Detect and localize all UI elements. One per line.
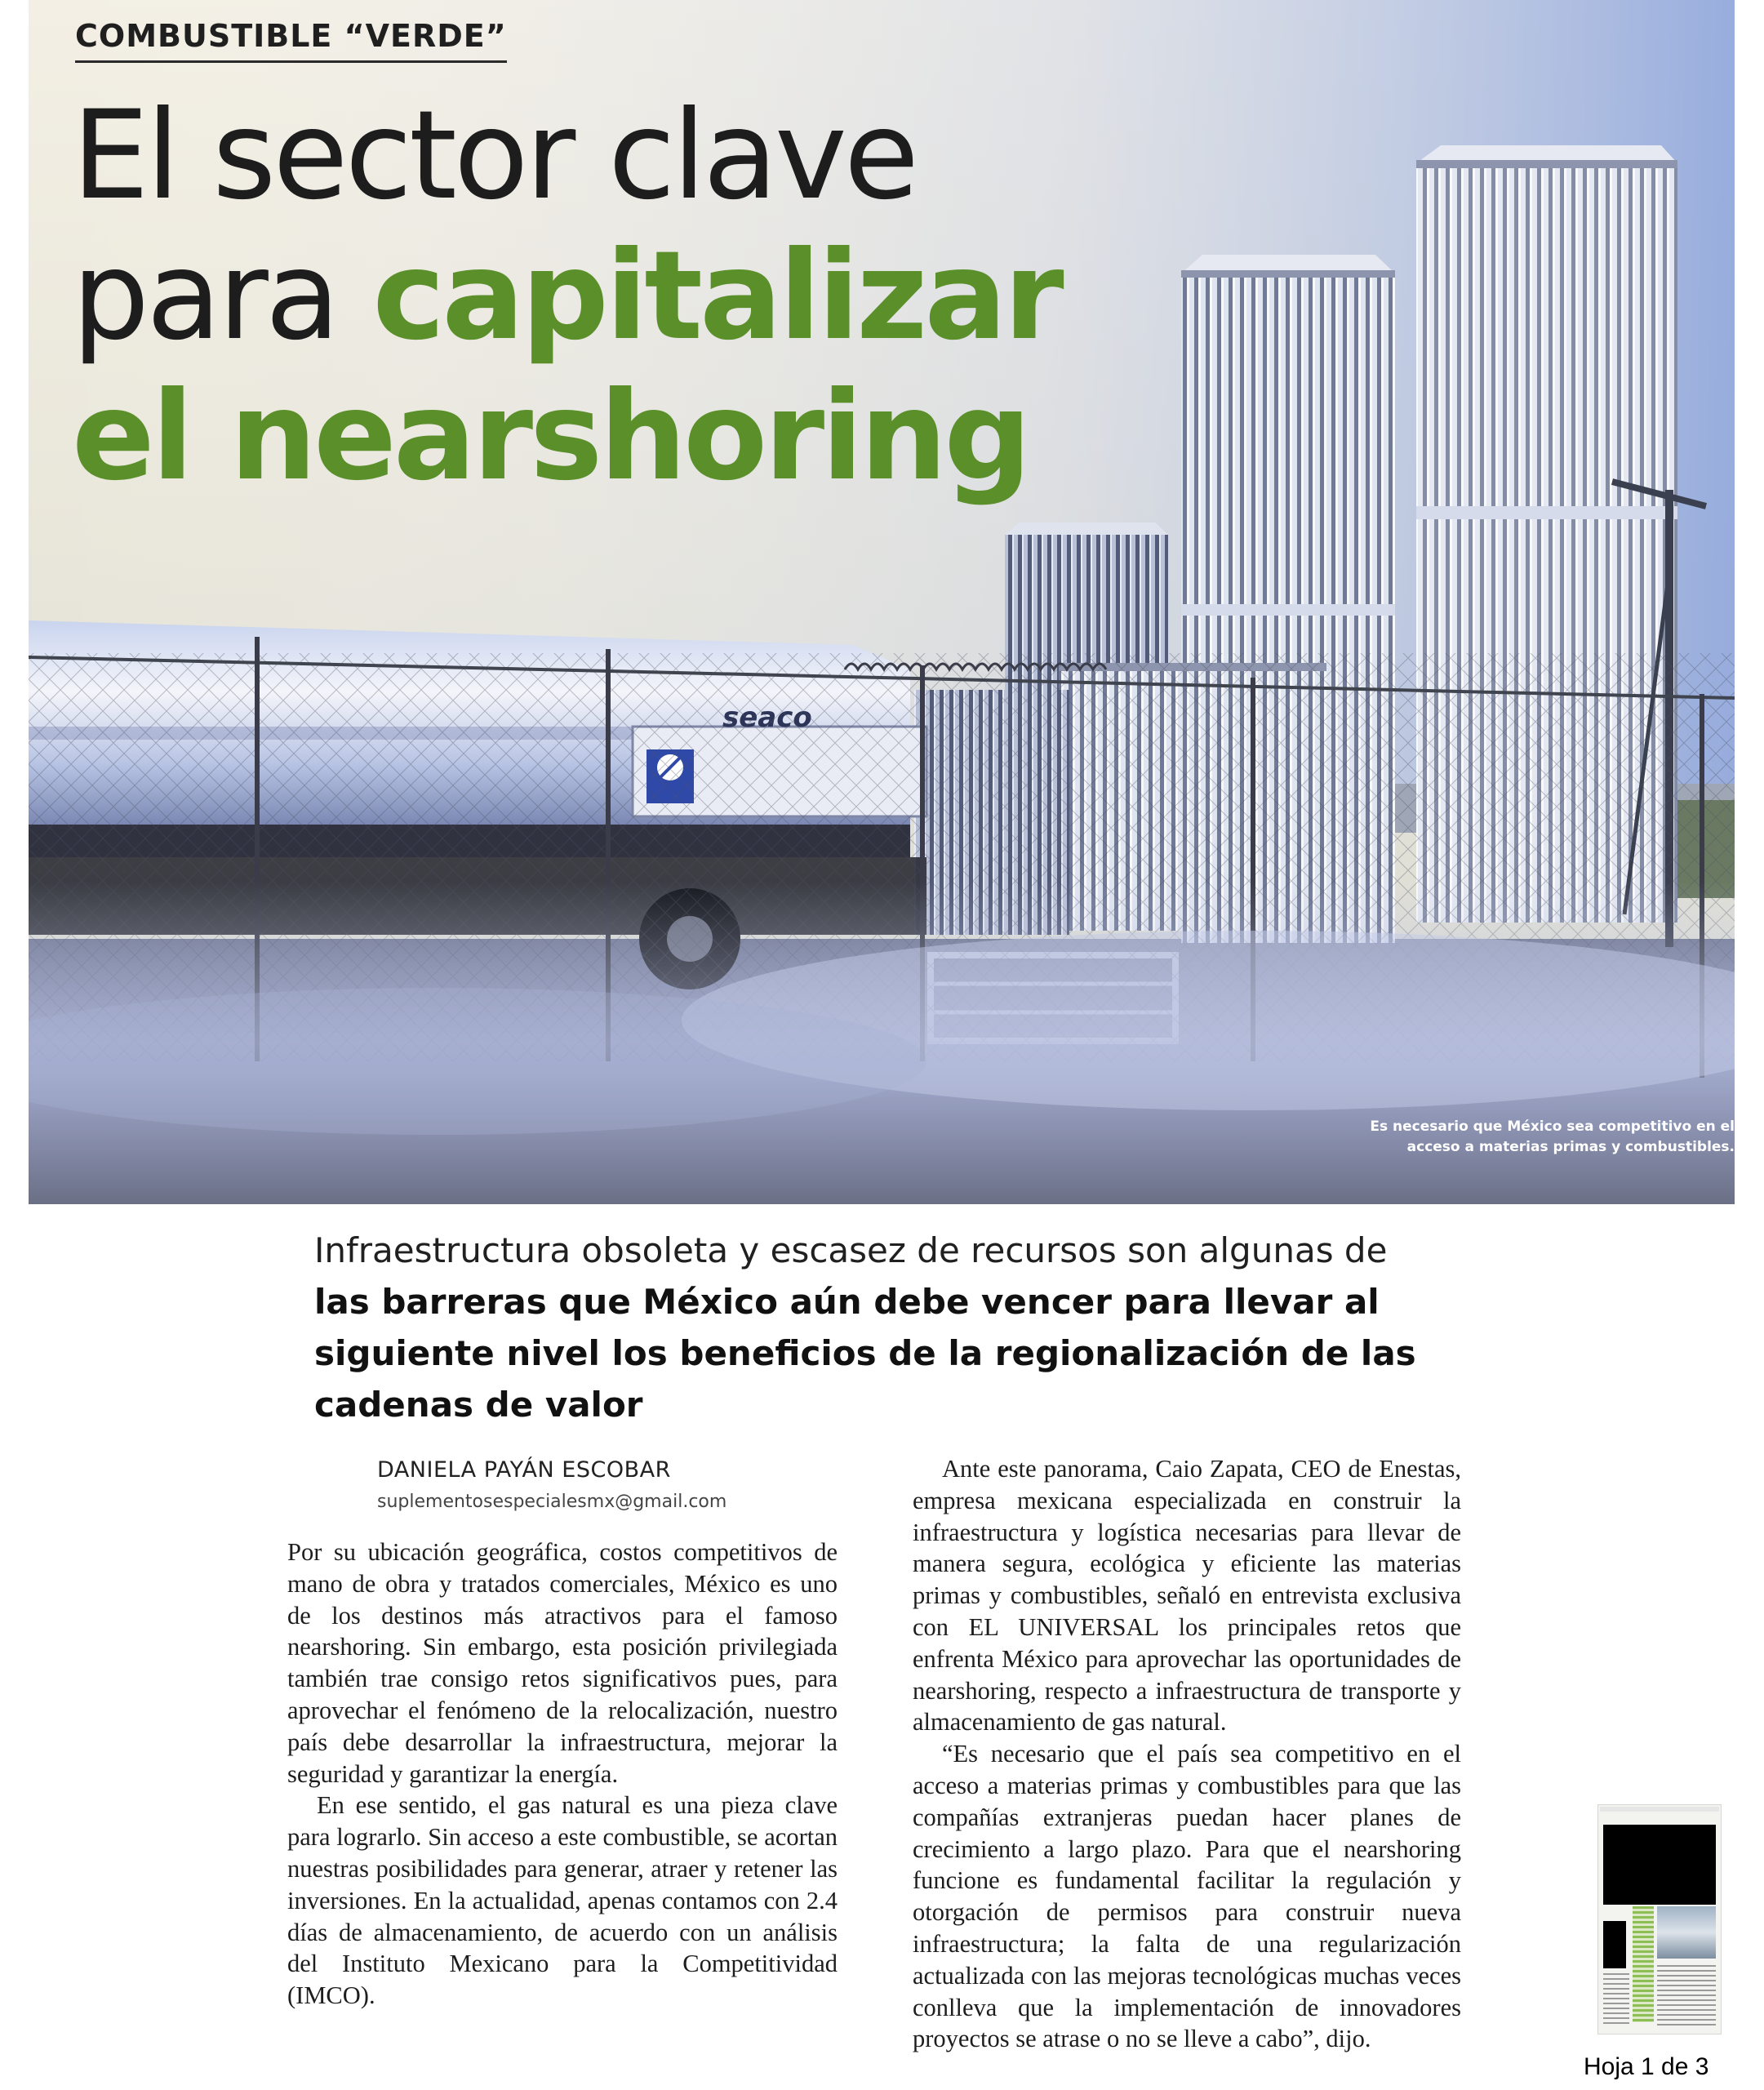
thumbnail-text-lines xyxy=(1657,1965,1716,2026)
body-paragraph: En ese sentido, el gas natural es una pieza clave para lograrlo. Sin acceso a este combustible, se acortan nuestras posibilidades para generar, atraer y retener las inversiones. En la actualidad, apenas contamos con 2.4 días de almacenamiento, de acuerdo con un análisis del Instituto Mexicano para la Competitividad (IMCO). xyxy=(287,1791,838,2010)
byline-author: DANIELA PAYÁN ESCOBAR xyxy=(377,1457,671,1483)
thumbnail-header-strip xyxy=(1600,1807,1719,1812)
body-paragraph: Ante este panorama, Caio Zapata, CEO de Enestas, empresa mexicana especializada en construir la infraestructura y logística necesarias para llevar de manera segura, ecológica y eficiente las materias primas y combustibles, señaló en entrevista exclusiva con EL UNIVERSAL los principales retos que enfrenta México para aprovechar las oportunidades de nearshoring, respecto a infraestructura de transporte y almacenamiento de gas natural. xyxy=(913,1455,1461,1736)
headline-line-2-green: capitalizar xyxy=(372,225,1061,367)
body-paragraph: Por su ubicación geográfica, costos competitivos de mano de obra y tratados comerciales, México es uno de los destinos más atractivos para el famoso nearshoring. Sin embargo, esta posición privilegiada también trae consigo retos significativos pues, para aprovechar el fenómeno de la relocalización, nuestro país debe desarrollar la infraestructura, mejorar la seguridad y garantizar la energía. xyxy=(287,1538,838,1788)
headline-line-2 xyxy=(72,226,1061,367)
photo-caption-line-2: acceso a materias primas y combustibles. xyxy=(1406,1139,1735,1155)
photo-caption xyxy=(1310,1117,1735,1158)
thumbnail-sidebar xyxy=(1633,1906,1654,2022)
thumbnail-text-lines xyxy=(1603,1973,1629,2026)
deck-plain-text: Infraestructura obsoleta y escasez de recursos son algunas de xyxy=(314,1230,1388,1270)
body-column-right xyxy=(913,1453,1461,2055)
deck-bold-text: las barreras que México aún debe vencer para llevar al siguiente nivel los beneficios de la regionalización de las cadenas de valor xyxy=(314,1282,1416,1425)
body-column-left xyxy=(287,1536,838,2012)
article-deck xyxy=(314,1225,1437,1430)
section-kicker: COMBUSTIBLE “VERDE” xyxy=(75,18,507,63)
page-indicator: Hoja 1 de 3 xyxy=(1584,2053,1709,2080)
page-thumbnail[interactable] xyxy=(1597,1804,1722,2034)
headline-line-3: el nearshoring xyxy=(72,366,1029,508)
photo-caption-line-1: Es necesario que México sea competitivo en el xyxy=(1370,1118,1735,1135)
byline-email: suplementosespecialesmx@gmail.com xyxy=(377,1492,727,1512)
body-paragraph: “Es necesario que el país sea competitivo en el acceso a materias primas y combustibles para que las compañías extranjeras puedan hacer planes de crecimiento a largo plazo. Para que el nearshoring funcione es fundamental facilitar la regulación y otorgación de permisos para construir nueva infraestructura; la falta de una regularización actualizada con las mejoras tecnológicas muchas veces conlleva que la implementación de innovadores proyectos se atrase o no se lleve a cabo”, dijo. xyxy=(913,1740,1461,2053)
headline-line-1: El sector clave xyxy=(72,85,917,227)
article-headline xyxy=(72,86,1061,507)
thumbnail-redacted-block xyxy=(1603,1921,1626,1968)
thumbnail-redacted-block xyxy=(1603,1825,1716,1905)
thumbnail-photo xyxy=(1657,1906,1716,1959)
headline-line-2-plain: para xyxy=(72,225,373,367)
